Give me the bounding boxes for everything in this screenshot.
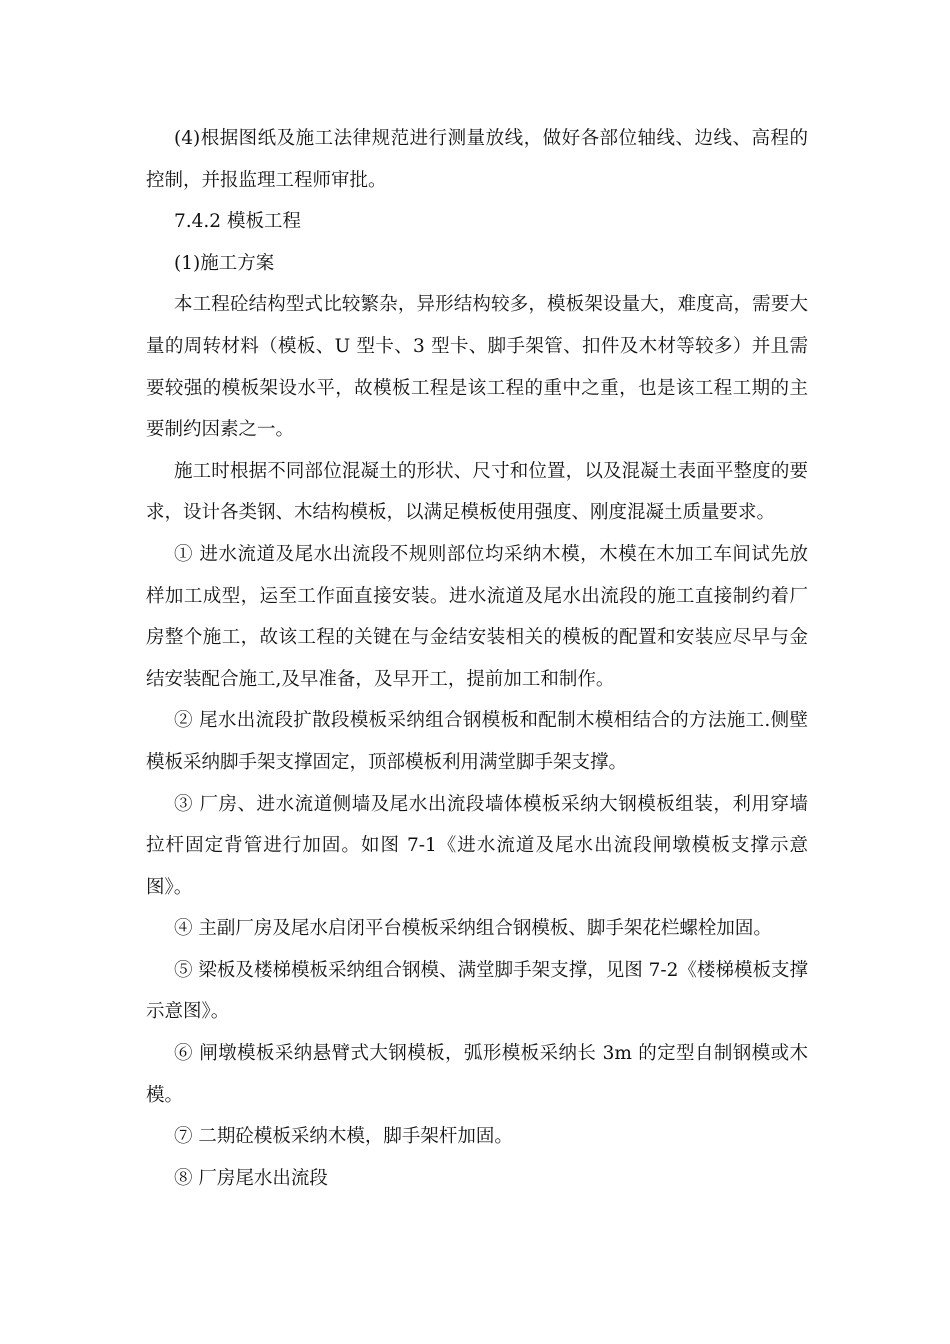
list-item-7: ⑦ 二期砼模板采纳木模，脚手架杆加固。 [174,1126,513,1148]
list-item-3: ③ 厂房、进水流道侧墙及尾水出流段墙体模板采纳大钢模板组装，利用穿墙拉杆固定背管进行加固。如图 7-1《进水流道及尾水出流段闸墩模板支撑示意图》。 [146,793,808,898]
section-heading-formwork: 7.4.2 模板工程 [174,211,301,233]
paragraph-design-requirements: 施工时根据不同部位混凝土的形状、尺寸和位置，以及混凝土表面平整度的要求，设计各类钢、木结构模板，以满足模板使用强度、刚度混凝土质量要求。 [146,460,808,524]
list-item-8: ⑧ 厂房尾水出流段 [174,1167,328,1189]
list-item-1: ① 进水流道及尾水出流段不规则部位均采纳木模，木模在木加工车间试先放样加工成型，运至工作面直接安装。进水流道及尾水出流段的施工直接制约着厂房整个施工，故该工程的关键在与金结安装相关的模板的配置和安装应尽早与金结安装配合施工,及早准备，及早开工，提前加工和制作。 [146,543,808,690]
list-item-6: ⑥ 闸墩模板采纳悬臂式大钢模板，弧形模板采纳长 3m 的定型自制钢模或木模。 [146,1043,808,1106]
paragraph-survey-layout: (4)根据图纸及施工法律规范进行测量放线，做好各部位轴线、边线、高程的控制，并报监理工程师审批。 [146,128,808,191]
subsection-heading-construction-plan: (1)施工方案 [174,252,275,274]
list-item-5: ⑤ 梁板及楼梯模板采纳组合钢模、满堂脚手架支撑，见图 7-2《楼梯模板支撑示意图》。 [146,959,808,1023]
list-item-4: ④ 主副厂房及尾水启闭平台模板采纳组合钢模板、脚手架花栏螺栓加固。 [174,918,772,940]
list-item-2: ② 尾水出流段扩散段模板采纳组合钢模板和配制木模相结合的方法施工.侧壁模板采纳脚手架支撑固定，顶部模板利用满堂脚手架支撑。 [146,710,808,773]
document-body [146,118,808,1199]
paragraph-project-overview: 本工程砼结构型式比较繁杂，异形结构较多，模板架设量大，难度高，需要大量的周转材料（模板、U 型卡、3 型卡、脚手架管、扣件及木材等较多）并且需要较强的模板架设水平，故模板工程是该工程的重中之重，也是该工程工期的主要制约因素之一。 [146,294,808,441]
